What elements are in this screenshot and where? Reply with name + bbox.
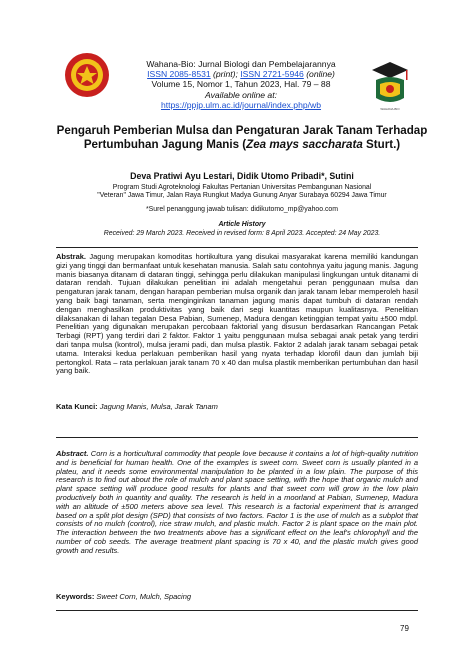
divider [56, 247, 418, 248]
article-history-label: Article History [218, 221, 266, 228]
issn-print-link[interactable]: ISSN 2085-8531 [147, 69, 211, 80]
species-name: Zea mays saccharata [246, 138, 363, 151]
title-line-2: Pertumbuhan Jagung Manis (Zea mays saccharata Sturt.) [83, 138, 401, 151]
corresponding-email: *Surel penanggung jawab tulisan: didikutomo_mp@yahoo.com [145, 206, 338, 213]
abstract-paragraph [56, 450, 418, 556]
kata-kunci: Kata Kunci: Jagung Manis, Mulsa, Jarak Tanam [56, 402, 218, 411]
keywords: Keywords: Sweet Corn, Mulch, Spacing [56, 592, 192, 601]
journal-url-link[interactable]: https://ppjp.ulm.ac.id/journal/index.php/wb [160, 99, 322, 110]
journal-name: Wahana-Bio: Jurnal Biologi dan Pembelajarannya [146, 59, 336, 69]
authors: Deva Pratiwi Ayu Lestari, Didik Utomo Pribadi*, Sutini [130, 171, 354, 181]
university-seal-icon [64, 52, 110, 98]
article-title [56, 124, 428, 152]
journal-header [121, 59, 361, 110]
wahana-bio-logo-text: WAHANA-BIO [380, 107, 400, 111]
abstract-label: Abstract. [56, 449, 89, 458]
issn-line [121, 69, 361, 79]
wahana-bio-logo-icon [368, 60, 412, 110]
abstrak-label: Abstrak. [56, 252, 87, 261]
article-history: Received: 29 March 2023. Received in revised form: 8 April 2023. Accepted: 24 May 2023. [103, 230, 381, 237]
page-number: 79 [400, 624, 409, 633]
issn-print-suffix: (print); [210, 69, 241, 80]
abstrak-text: Jagung merupakan komoditas hortikultura yang disukai masyarakat karena memiliki kandungan gizi yang tinggi dan bermanfaat untuk kesehatan manusia. Salah satu contohnya yaitu jagung manis. Jagung manis biasanya ditanam di dataran tinggi, sehingga perlu dilakukan manipulasi lingkungan untuk ditanami di dataran rendah. Tujuan dilakukan penelitian ini adalah mengetahui peran penggunaan mulsa dan pengaturan jarak tanam, dengan harapan pemberian mulsa organik dan jarak tanam lebar memperoleh hasil yang baik bagi tanaman, serta menginginkan tanaman jagung manis dapat tumbuh di dataran rendah dengan menghasilkan produktivitas yang baik dari segi kuantitas maupun kualitasnya. Penelitian dilaksanakan di lahan tegalan Desa Pabian, Sumenep, Madura dengan ketinggian tempat yaitu ±500 mdpl. Penelitian yang digunakan merupakan percobaan faktorial yang disusun berdasarkan Rancangan Petak Terbagi (RPT) yang terdiri dari 2 faktor. Faktor 1 yaitu penggunaan mulsa sebagai anak petak yang terdiri dari tanpa mulsa (kontrol), mulsa jerami padi, dan mulsa plastik. Faktor 2 adalah jarak tanam sebagai petak utama. Interaksi kedua perlakuan pemberikan hasil yang nyata terhadap klorofil daun dan jumlah biji pertongkol. Rata – rata perlakuan jarak tanam 70 x 40 dan mulsa plastik memberikan pertumbuhan dan hasil yang baik. [56, 252, 418, 376]
issn-online-suffix: (online) [303, 69, 335, 80]
divider [56, 610, 418, 611]
affiliation: Program Studi Agroteknologi Fakultas Pertanian Universitas Pembangunan Nasional "Veteran" Jawa Timur, Jalan Raya Rungkut Madya Gunung Anyar Surabaya 60294 Jawa Timur [97, 184, 387, 200]
abstrak-paragraph [56, 253, 418, 376]
title-line-1: Pengaruh Pemberian Mulsa dan Pengaturan Jarak Tanam Terhadap [56, 124, 428, 137]
issn-online-link[interactable]: ISSN 2721-5946 [240, 69, 304, 80]
divider [56, 437, 418, 438]
available-label: Available online at: [205, 89, 277, 100]
volume-line: Volume 15, Nomor 1, Tahun 2023, Hal. 79 – 88 [151, 79, 331, 90]
abstract-text: Corn is a horticultural commodity that people love because it contains a lot of high-quality nutrition and is beneficial for human health. One of the examples is sweet corn. Sweet corn is usually planted in a plateu, and it needs some environmental manipulation to be planted in a low plain. The purpose of this research is to find out about the role of mulch and plant space setting, with the hope that organic mulch and plant space setting will produce good results for plants and that sweet corn will grow in the low plain productively both in quantity and quality. The research is held in a moorland at Pabian, Sumenep, Madura with an altitude of ±500 meters above sea level. This research is a factorial experiment that is arranged based on a split plot design (SPD) that consists of two factors. Factor 1 is the use of mulch as a subplot that consists of no mulch (control), rice straw mulch, and plastic mulch. Factor 2 is plant space on the main plot. The interaction between the two treatments above has a significant effect on the leaf's chlorophyll and the number of cob seeds. The average treatment plant spacing is 70 x 40, and the plastic mulch gives good growth and results. [56, 449, 418, 555]
